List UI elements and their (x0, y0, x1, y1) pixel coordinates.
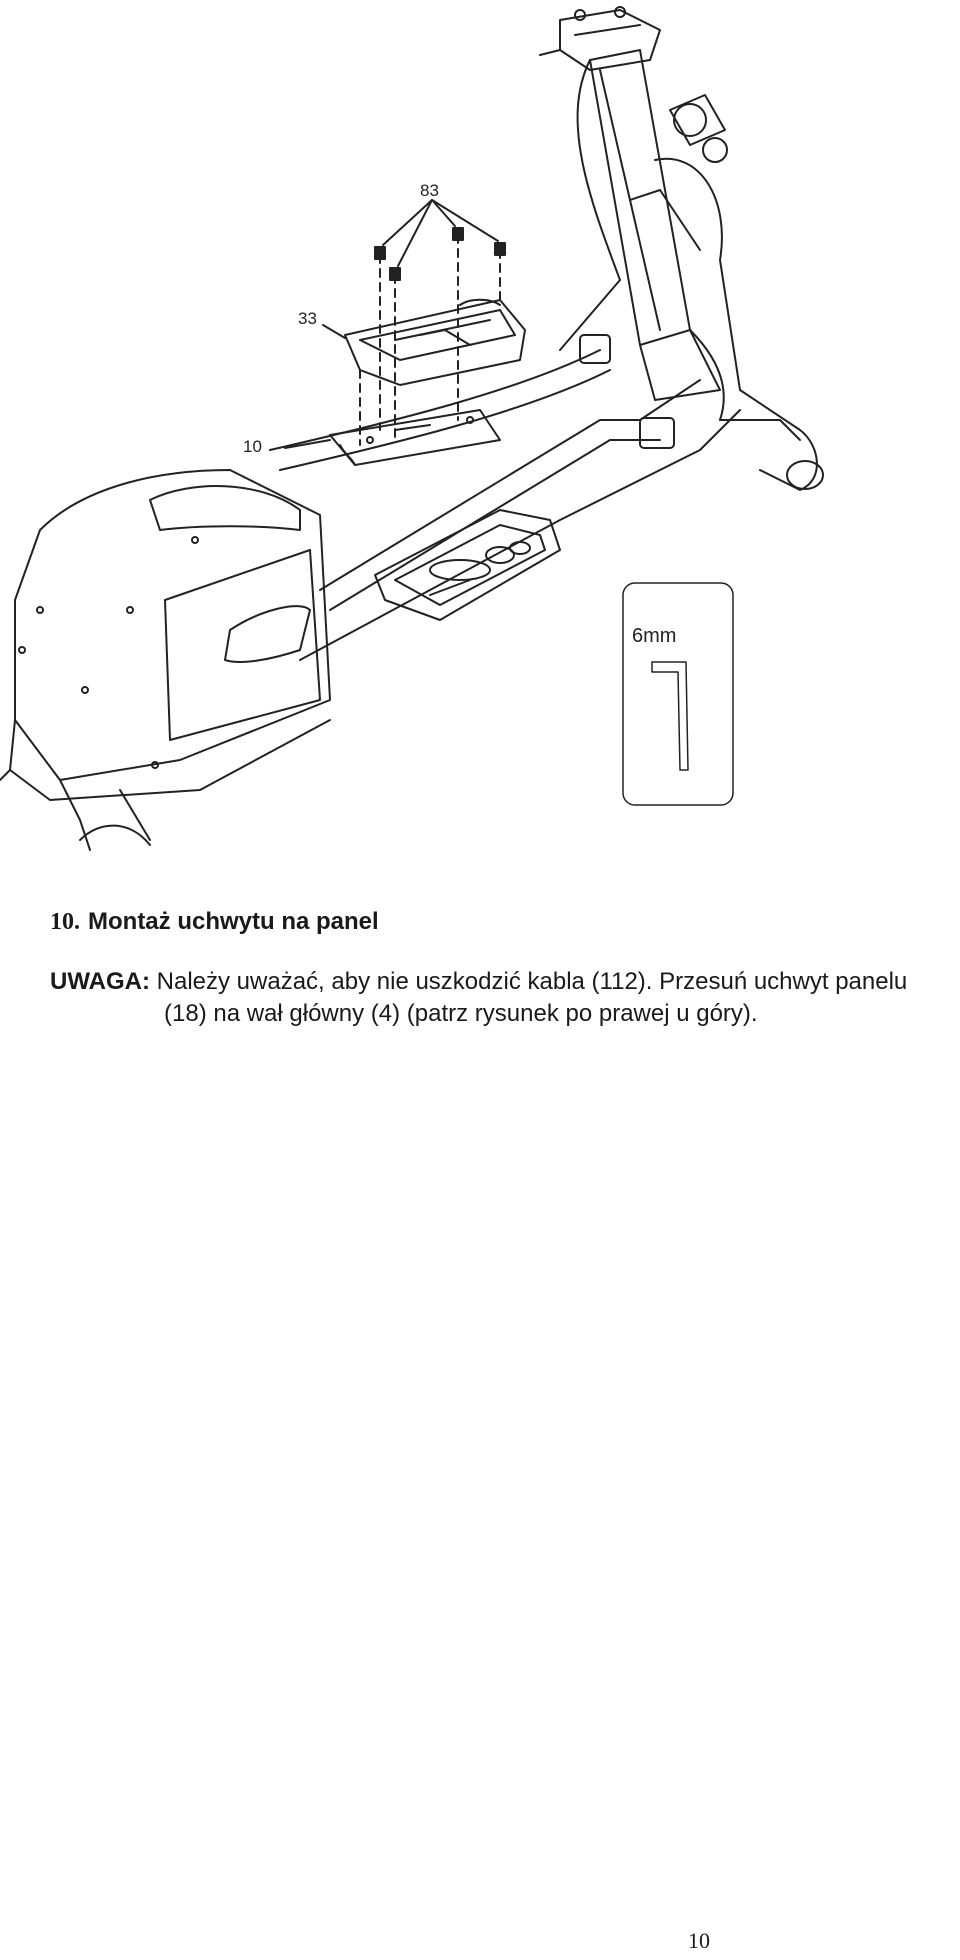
tool-label-6mm: 6mm (632, 625, 677, 647)
caution-text-line1: Należy uważać, aby nie uszkodzić kabla (112). Przesuń uchwyt panelu (156, 968, 908, 995)
hex-key-icon (652, 662, 688, 770)
section-number: 10. (50, 909, 80, 935)
caution-label: UWAGA: (50, 968, 150, 995)
screws-83 (360, 200, 505, 445)
page-number: 10 (688, 1928, 710, 1953)
panel-bracket-33 (345, 300, 525, 385)
rear-shroud (0, 470, 330, 850)
caution-note (50, 966, 960, 1030)
leader-33 (323, 325, 345, 338)
part-label-33: 33 (298, 309, 317, 328)
caution-text-line2: (18) na wał główny (4) (patrz rysunek po prawej u góry). (164, 1000, 758, 1027)
part-label-10: 10 (243, 437, 262, 456)
main-rails (270, 350, 823, 660)
section-title: Montaż uchwytu na panel (88, 908, 379, 935)
top-bracket (540, 7, 727, 162)
section-heading (50, 908, 379, 936)
part-label-83: 83 (420, 181, 439, 200)
tool-box (623, 583, 733, 805)
assembly-illustration (0, 0, 960, 860)
